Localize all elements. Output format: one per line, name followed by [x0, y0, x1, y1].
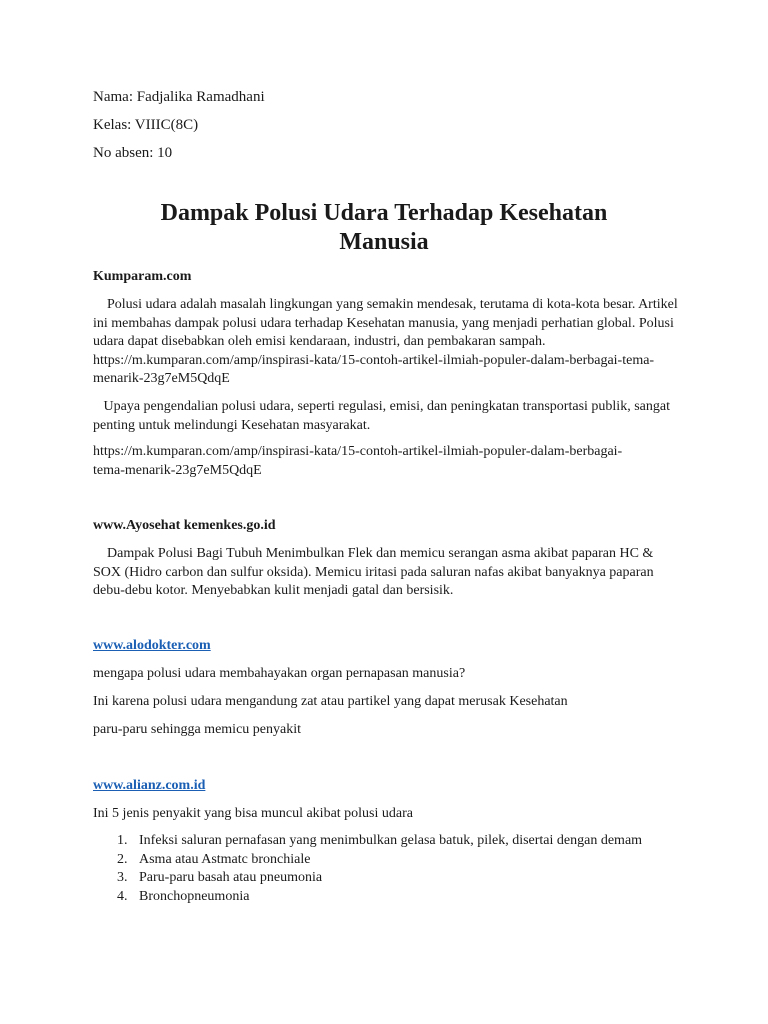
list-item-text: Paru-paru basah atau pneumonia: [139, 870, 323, 885]
alodokter-question: mengapa polusi udara membahayakan organ pernapasan manusia?: [93, 666, 466, 681]
student-absen: No absen: 10: [93, 145, 173, 161]
ayosehat-paragraph: Dampak Polusi Bagi Tubuh Menimbulkan Flek dan memicu serangan asma akibat paparan HC & SOX (Hidro carbon dan sulfur oksida). Memicu iritasi pada saluran nafas akibat banyaknya paparan debu-debu kotor. Menyebabkan kulit menjadi gatal dan bersisik.: [93, 546, 658, 598]
list-item-text: Bronchopneumonia: [139, 888, 250, 904]
list-item-text: Infeksi saluran pernafasan yang menimbulkan gelasa batuk, pilek, disertai dengan demam: [139, 833, 643, 848]
alodokter-answer-line-1: Ini karena polusi udara mengandung zat atau partikel yang dapat merusak Kesehatan: [93, 694, 568, 709]
alianz-intro: Ini 5 jenis penyakit yang bisa muncul akibat polusi udara: [93, 806, 413, 821]
kumparan-paragraph-1: Polusi udara adalah masalah lingkungan yang semakin mendesak, terutama di kota-kota besar. Artikel ini membahas dampak polusi udara terhadap Kesehatan manusia, yang menjadi perhatian global. Polusi udara dapat disebabkan oleh emisi kendaraan, industri, dan pembakaran sampah. https://m.kumparan.com/amp/inspirasi-kata/15-contoh-artikel-ilmiah-populer-dalam-berbagai-tema-menarik-23g7eM5QdqE: [93, 297, 682, 386]
page-title: [93, 199, 675, 257]
alodokter-link[interactable]: www.alodokter.com: [93, 638, 211, 653]
student-class: Kelas: VIIIC(8C): [93, 117, 199, 133]
ayosehat-heading: www.Ayosehat kemenkes.go.id: [93, 518, 276, 533]
alodokter-answer-line-2: paru-paru sehingga memicu penyakit: [93, 722, 301, 737]
list-item-number: 1.: [117, 833, 128, 848]
list-item-number: 4.: [117, 888, 128, 904]
list-item: [93, 888, 653, 907]
alianz-link[interactable]: www.alianz.com.id: [93, 778, 206, 793]
kumparan-source-link: https://m.kumparan.com/amp/inspirasi-kata/15-contoh-artikel-ilmiah-populer-dalam-berbagai-tema-menarik-23g7eM5QdqE: [93, 444, 623, 478]
page-title-line-1: Dampak Polusi Udara Terhadap Kesehatan: [160, 200, 608, 226]
list-item: [93, 832, 653, 851]
list-item-number: 2.: [117, 851, 128, 867]
kumparan-paragraph-2: Upaya pengendalian polusi udara, seperti regulasi, emisi, dan peningkatan transportasi publik, sangat penting untuk melindungi Kesehatan masyarakat.: [93, 399, 674, 433]
page-title-line-2: Manusia: [339, 229, 429, 255]
kumparan-heading: Kumparam.com: [93, 269, 192, 284]
list-item-number: 3.: [117, 870, 128, 885]
list-item: [93, 869, 653, 888]
student-name: Nama: Fadjalika Ramadhani: [93, 89, 265, 105]
list-item: [93, 851, 653, 870]
list-item-text: Asma atau Astmatc bronchiale: [139, 851, 311, 867]
disease-list: [93, 832, 653, 906]
